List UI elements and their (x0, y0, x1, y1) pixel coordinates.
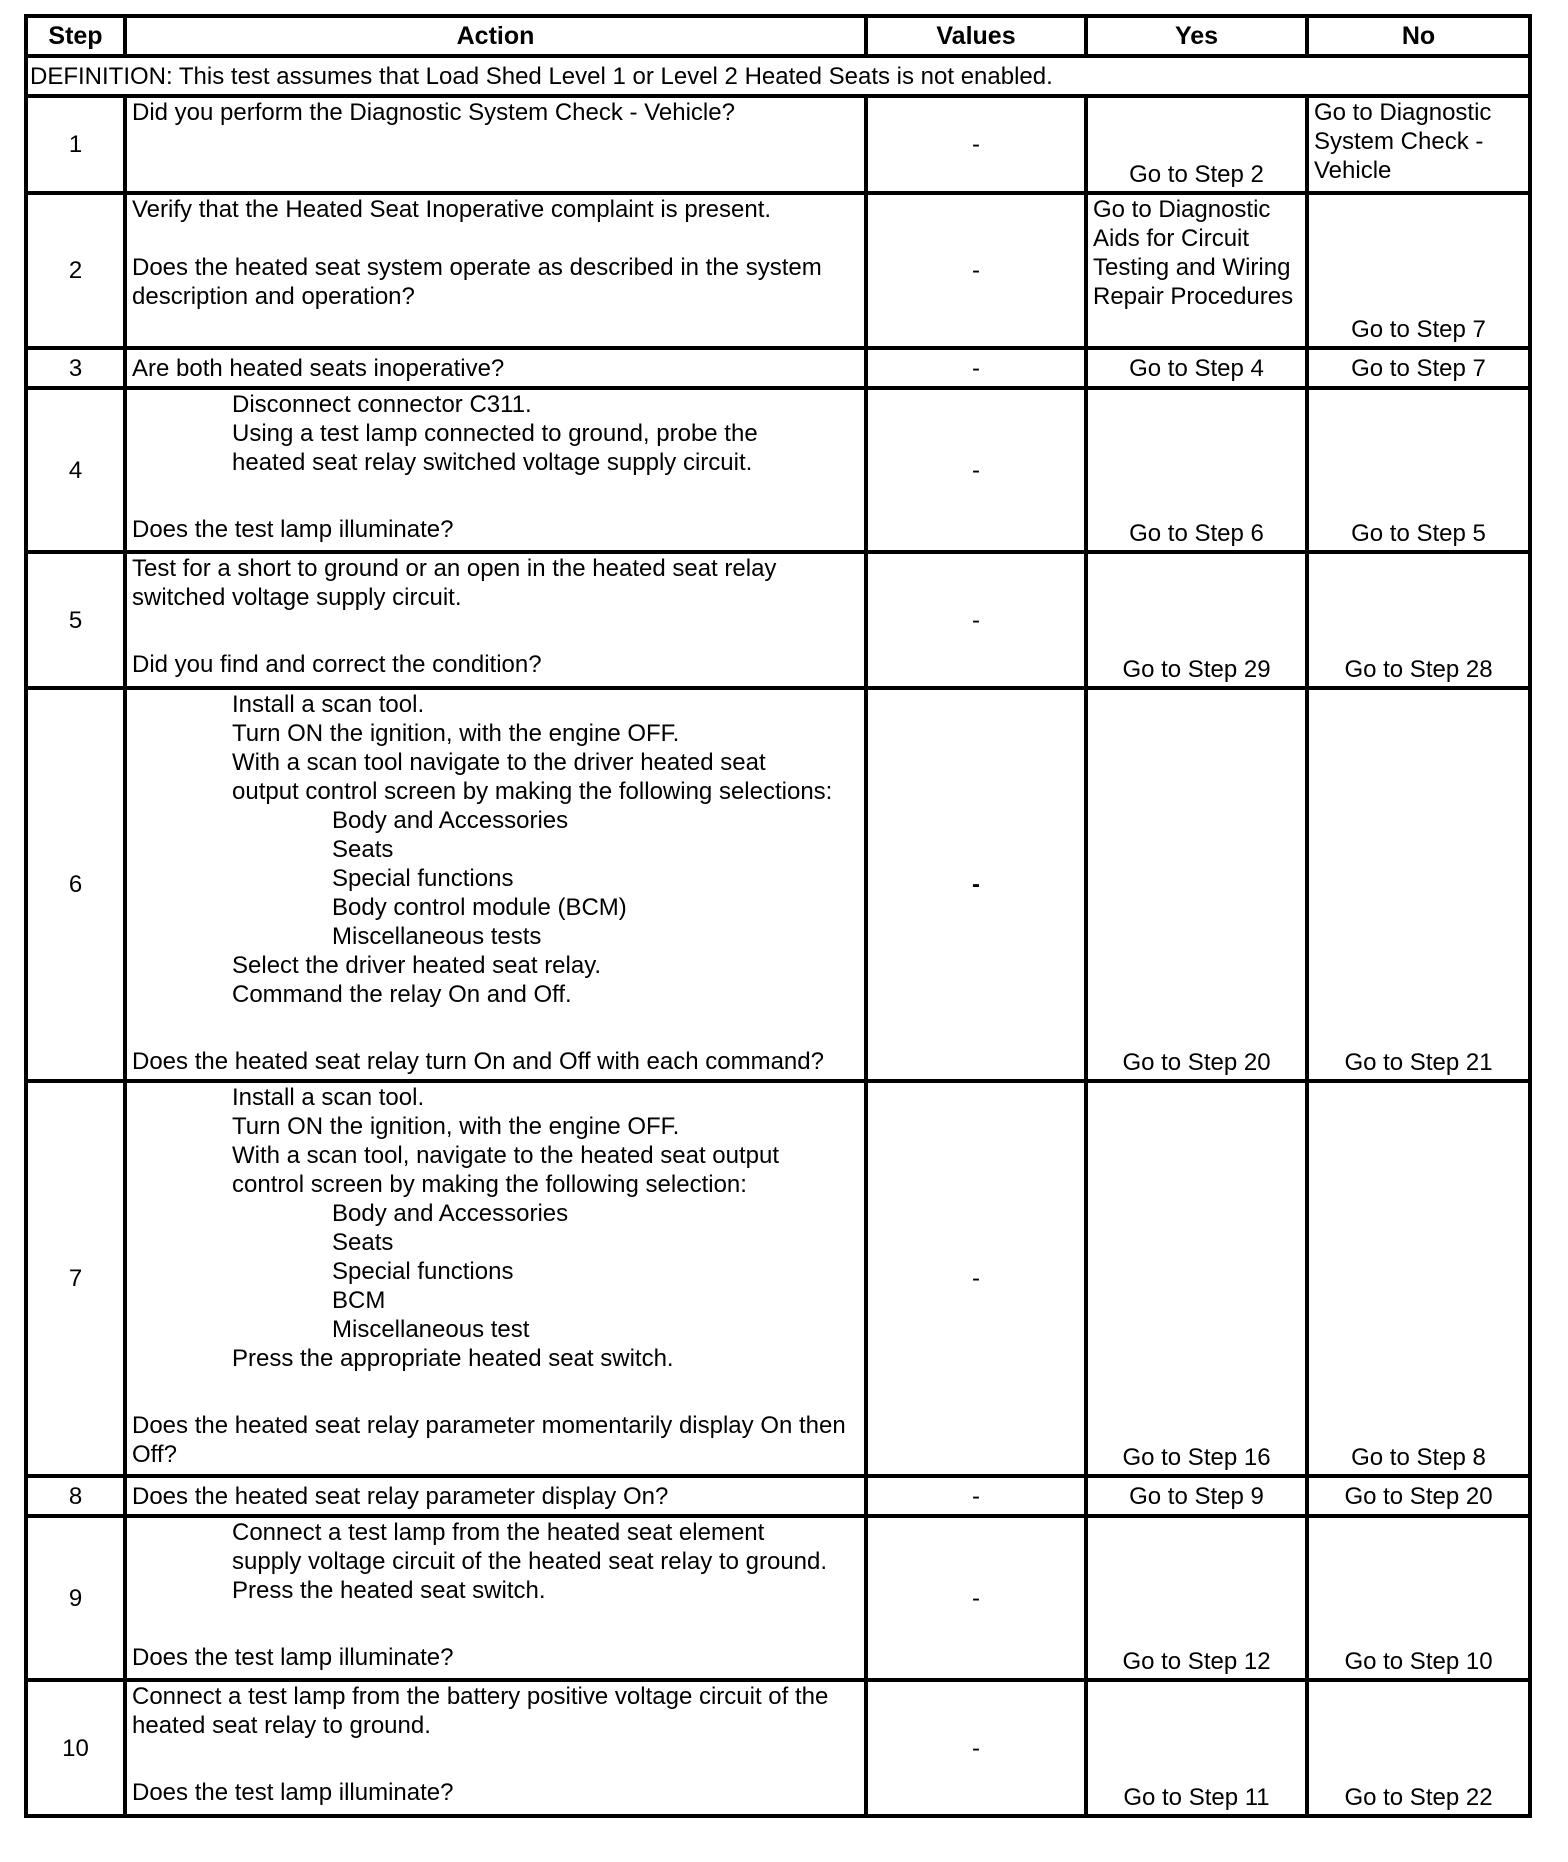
menu-path-item: Seats (332, 1229, 394, 1256)
yes-cell: Go to Step 29 (1086, 552, 1307, 688)
table-row (26, 96, 1530, 193)
table-row (26, 1680, 1530, 1816)
header-step: Step (26, 16, 125, 56)
step-number: 7 (26, 1081, 125, 1476)
action-cell (125, 388, 866, 552)
action-cell (125, 1476, 866, 1516)
value-cell: - (866, 348, 1086, 388)
no-cell: Go to Step 8 (1307, 1081, 1530, 1476)
value-cell: - (866, 96, 1086, 193)
no-cell: Go to Step 5 (1307, 388, 1530, 552)
no-cell: Go to Diagnostic System Check - Vehicle (1307, 96, 1530, 193)
menu-path-item: Special functions (332, 865, 514, 892)
yes-cell: Go to Step 20 (1086, 688, 1307, 1081)
instruction-line: supply voltage circuit of the heated seat relay to ground. (232, 1548, 828, 1575)
value-cell: - (866, 688, 1086, 1081)
instruction-line: Using a test lamp connected to ground, probe the (232, 420, 758, 447)
menu-path-item: Seats (332, 836, 394, 863)
instruction-line: Turn ON the ignition, with the engine OFF. (232, 1113, 680, 1140)
action-question: Does the heated seat system operate as described in the system description and operation? (132, 254, 822, 310)
step-number: 5 (26, 552, 125, 688)
action-question: Did you perform the Diagnostic System Check - Vehicle? (132, 99, 735, 126)
yes-cell: Go to Step 11 (1086, 1680, 1307, 1816)
step-number: 9 (26, 1516, 125, 1680)
value-cell: - (866, 1476, 1086, 1516)
menu-path-item: Miscellaneous test (332, 1316, 530, 1343)
menu-path-item: Special functions (332, 1258, 514, 1285)
menu-path-item: Body and Accessories (332, 807, 569, 834)
yes-cell: Go to Step 16 (1086, 1081, 1307, 1476)
yes-cell: Go to Step 6 (1086, 388, 1307, 552)
definition-text: DEFINITION: This test assumes that Load Shed Level 1 or Level 2 Heated Seats is not enabled. (26, 56, 1530, 96)
instruction-line: Disconnect connector C311. (232, 391, 532, 418)
yes-cell: Go to Diagnostic Aids for Circuit Testing and Wiring Repair Procedures (1086, 193, 1307, 348)
definition-row (26, 56, 1530, 96)
no-cell: Go to Step 10 (1307, 1516, 1530, 1680)
action-question: Does the test lamp illuminate? (132, 1644, 454, 1671)
instruction-line: Turn ON the ignition, with the engine OFF. (232, 720, 680, 747)
value-cell: - (866, 388, 1086, 552)
table-row (26, 1476, 1530, 1516)
header-row (26, 16, 1530, 56)
no-cell: Go to Step 21 (1307, 688, 1530, 1081)
table-row (26, 388, 1530, 552)
action-question: Does the test lamp illuminate? (132, 516, 454, 543)
action-text: Connect a test lamp from the battery positive voltage circuit of the heated seat relay to ground. (132, 1683, 829, 1739)
step-number: 4 (26, 388, 125, 552)
action-question: Does the heated seat relay parameter momentarily display On then Off? (132, 1412, 846, 1468)
no-cell: Go to Step 7 (1307, 193, 1530, 348)
table-row (26, 193, 1530, 348)
table-row (26, 1516, 1530, 1680)
yes-cell: Go to Step 2 (1086, 96, 1307, 193)
menu-path-item: Body control module (BCM) (332, 894, 627, 921)
step-number: 3 (26, 348, 125, 388)
diagnostic-table (24, 14, 1532, 1818)
value-cell: - (866, 1081, 1086, 1476)
header-values: Values (866, 16, 1086, 56)
yes-cell: Go to Step 12 (1086, 1516, 1307, 1680)
action-cell (125, 193, 866, 348)
action-cell (125, 552, 866, 688)
instruction-line: Install a scan tool. (232, 1084, 425, 1111)
action-cell (125, 348, 866, 388)
action-question: Did you find and correct the condition? (132, 651, 542, 678)
action-question: Are both heated seats inoperative? (132, 354, 505, 382)
yes-cell: Go to Step 9 (1086, 1476, 1307, 1516)
action-cell (125, 96, 866, 193)
step-number: 1 (26, 96, 125, 193)
action-question: Does the heated seat relay parameter display On? (132, 1482, 669, 1510)
menu-path-item: Body and Accessories (332, 1200, 569, 1227)
action-question: Does the heated seat relay turn On and Off with each command? (132, 1048, 824, 1075)
instruction-line: Select the driver heated seat relay. (232, 952, 602, 979)
action-text: Test for a short to ground or an open in the heated seat relay switched voltage supply circuit. (132, 555, 777, 611)
header-yes: Yes (1086, 16, 1307, 56)
step-number: 6 (26, 688, 125, 1081)
action-cell (125, 1516, 866, 1680)
menu-path-item: BCM (332, 1287, 386, 1314)
header-no: No (1307, 16, 1530, 56)
action-question: Does the test lamp illuminate? (132, 1779, 454, 1806)
no-cell: Go to Step 22 (1307, 1680, 1530, 1816)
step-number: 8 (26, 1476, 125, 1516)
yes-cell: Go to Step 4 (1086, 348, 1307, 388)
instruction-line: output control screen by making the following selections: (232, 778, 833, 805)
no-cell: Go to Step 20 (1307, 1476, 1530, 1516)
instruction-line: Connect a test lamp from the heated seat element (232, 1519, 765, 1546)
menu-path-item: Miscellaneous tests (332, 923, 542, 950)
step-number: 2 (26, 193, 125, 348)
table-row (26, 1081, 1530, 1476)
action-cell (125, 1680, 866, 1816)
instruction-line: Press the appropriate heated seat switch. (232, 1345, 674, 1372)
instruction-line: control screen by making the following selection: (232, 1171, 747, 1198)
instruction-line: With a scan tool, navigate to the heated seat output (232, 1142, 780, 1169)
no-cell: Go to Step 28 (1307, 552, 1530, 688)
no-cell: Go to Step 7 (1307, 348, 1530, 388)
instruction-line: heated seat relay switched voltage supply circuit. (232, 449, 753, 476)
header-action: Action (125, 16, 866, 56)
step-number: 10 (26, 1680, 125, 1816)
value-cell: - (866, 193, 1086, 348)
instruction-line: Command the relay On and Off. (232, 981, 572, 1008)
table-row (26, 688, 1530, 1081)
value-cell: - (866, 1516, 1086, 1680)
action-cell (125, 1081, 866, 1476)
instruction-line: With a scan tool navigate to the driver heated seat (232, 749, 766, 776)
table-row (26, 552, 1530, 688)
instruction-line: Install a scan tool. (232, 691, 425, 718)
instruction-line: Press the heated seat switch. (232, 1577, 546, 1604)
value-cell: - (866, 1680, 1086, 1816)
action-cell (125, 688, 866, 1081)
table-row (26, 348, 1530, 388)
action-text: Verify that the Heated Seat Inoperative complaint is present. (132, 196, 772, 223)
value-cell: - (866, 552, 1086, 688)
